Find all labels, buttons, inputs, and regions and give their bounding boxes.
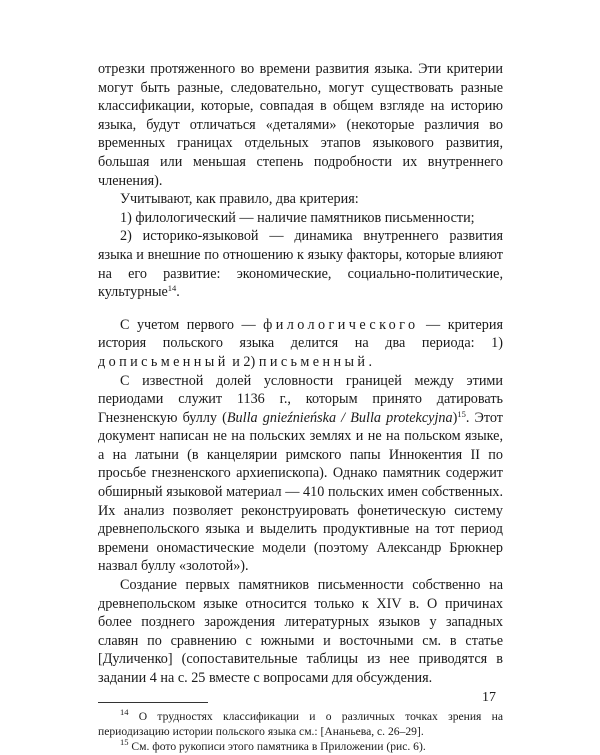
paragraph-5-part-b: — критерия история польского языка делится на два периода: 1) xyxy=(98,316,503,352)
footnote-ref-14: 14 xyxy=(167,283,177,294)
spaced-word-literate: письменный xyxy=(258,353,369,370)
footnote-separator xyxy=(98,702,208,703)
bull-latin-title: Bulla gnieźnieńska / Bulla protekcyjna xyxy=(226,409,453,426)
paragraph-4-text: 2) историко-языковой — динамика внутреннего развития языка и внешние по отношению к языку факторы, которые влияют на его развитие: экономические, социально-политические, культурные xyxy=(98,228,503,301)
footnote-14 xyxy=(98,706,503,740)
paragraph-4: 2) историко-языковой — динамика внутреннего развития языка и внешние по отношению к языку факторы, которые влияют на его развитие: экономические, социально-политические, культурные$^{14}$. xyxy=(98,228,503,301)
spaced-word-philological: филологического xyxy=(263,316,419,333)
paragraph-2: Учитывают, как правило, два критерия: xyxy=(120,191,359,208)
paragraph-5-part-a: С учетом первого — xyxy=(120,316,264,333)
footnote-14-number: 14 xyxy=(120,706,129,717)
paragraph-6 xyxy=(98,372,503,577)
paragraph-5-part-c: и 2) xyxy=(228,353,259,370)
page-number: 17 xyxy=(482,690,496,705)
paragraph-5-part-d: . xyxy=(368,353,372,370)
paragraph-6-part-b: ) xyxy=(452,409,458,426)
footnote-15-text: См. фото рукописи этого памятника в Приложении (рис. 6). xyxy=(128,740,426,754)
paragraph-3: 1) филологический — наличие памятников письменности; xyxy=(120,209,475,226)
paragraph-6-part-a: С известной долей условности границей между этими периодами служит 1136 г., которым принято датировать Гнезненскую буллу ( xyxy=(98,372,503,426)
footnote-14-text: О трудностях классификации и о различных точках зрения на периодизацию истории польского языка см.: [Ананьева, с. 26–29]. xyxy=(98,709,503,738)
paragraph-6-part-c: . Этот документ написан не на польских землях и не на польском языке, а на латыни (в канцелярии римского папы Иннокентия II по просьбе гнезненского архиепископа). Однако памятник содержит обширный языковой материал — 410 польских имен собственных. Их анализ позволяет реконструировать фонетическую систему древнепольского языка и выделить продуктивные на тот период времени ономастические модели (поэтому Александр Брюкнер назвал буллу «золотой»). xyxy=(98,409,503,575)
footnote-15-number: 15 xyxy=(120,737,129,748)
footnote-ref-15: 15 xyxy=(457,408,466,419)
paragraph-1: отрезки протяженного во времени развития языка. Эти критерии могут быть разные, следовательно, могут существовать разные классификации, которые, совпадая в общем взгляде на историю языка, будут отличаться «деталями» (некоторые различия во временных границах отдельных этапов языкового развития, большая или меньшая степень подробности их внутреннего членения). xyxy=(98,61,503,189)
footnote-15 xyxy=(98,739,503,754)
page-body xyxy=(98,60,503,755)
spaced-word-preliterate: дописьменный xyxy=(98,353,229,370)
paragraph-7: Создание первых памятников письменности собственно на древнепольском языке относится только к XIV в. О причинах более позднего зарождения литературных языков у западных славян по сравнению с южными и восточными см. в статье [Дуличенко] (сопоставительные таблицы из нее приводятся в задании 4 на с. 25 вместе с вопросами для обсуждения. xyxy=(98,577,503,686)
paragraph-5 xyxy=(98,316,503,372)
